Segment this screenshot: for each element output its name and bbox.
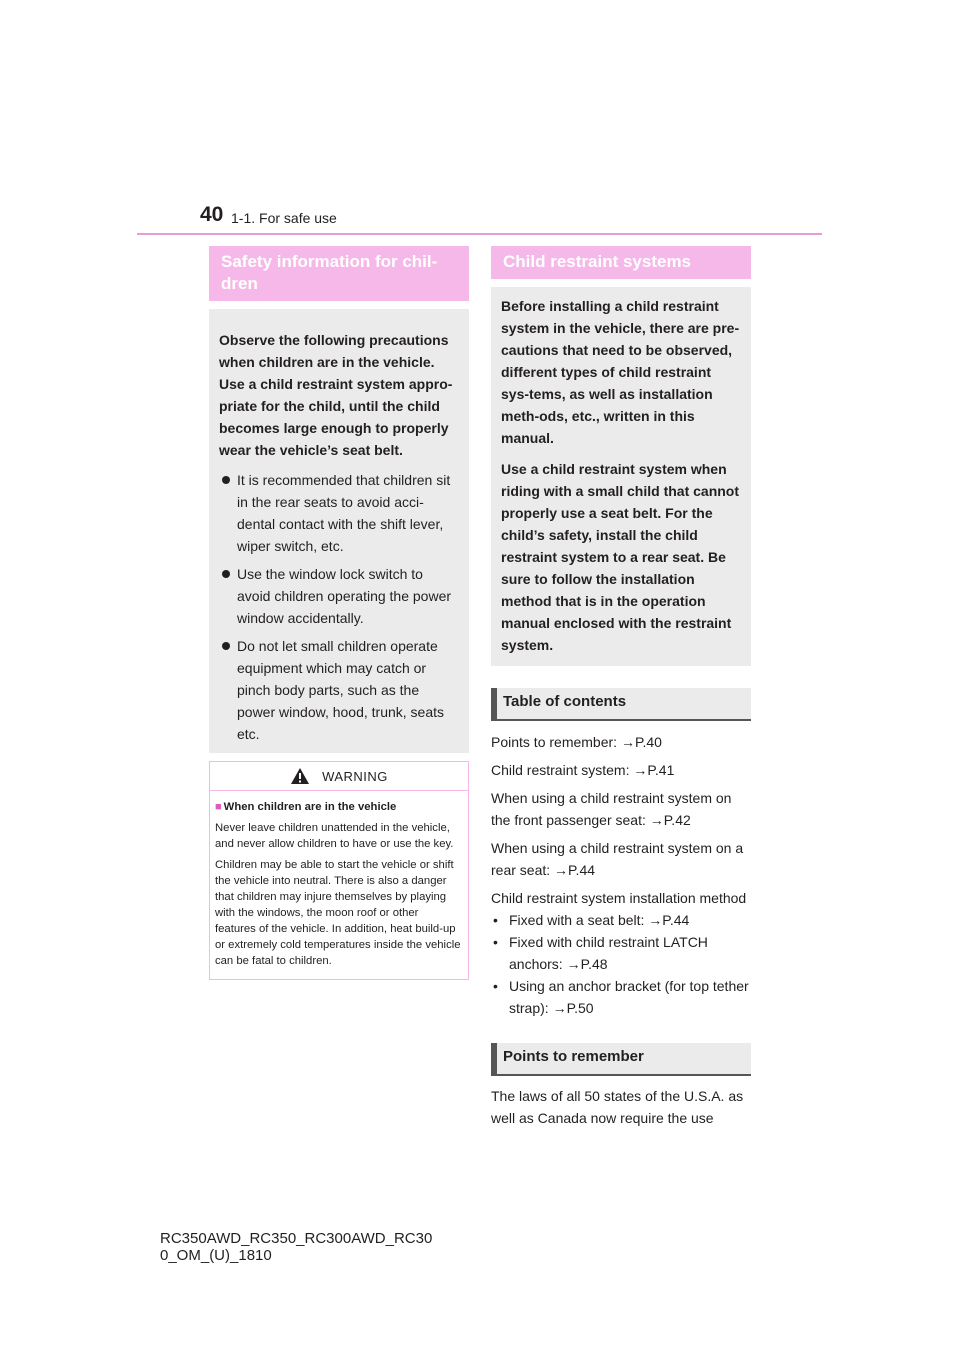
warning-header	[210, 762, 468, 791]
toc-item-installation-method: Child restraint system installation method	[491, 890, 747, 906]
toc-item-points-to-remember[interactable]: Points to remember: →P.40	[491, 734, 662, 750]
section-label: 1-1. For safe use	[231, 210, 337, 226]
warning-body	[210, 791, 468, 979]
toc-item-front-passenger-seat[interactable]: When using a child restraint system on the front passenger seat: →P.42	[491, 790, 732, 828]
child-restraint-heading: Child restraint systems	[491, 246, 751, 279]
bullet-dot-icon	[222, 570, 230, 578]
left-column	[209, 246, 469, 980]
safety-info-heading: Safety information for chil- dren	[209, 246, 469, 301]
warning-title: ■ When children are in the vehicle	[215, 801, 397, 813]
warning-paragraph: Never leave children unattended in the vehicle, and never allow children to have or use the key.	[215, 822, 454, 850]
toc-item-rear-seat[interactable]: When using a child restraint system on a rear seat: →P.44	[491, 840, 744, 878]
square-marker-icon: ■	[215, 801, 222, 813]
toc-heading: Table of contents	[491, 688, 751, 721]
safety-info-box	[209, 309, 469, 753]
table-of-contents	[491, 731, 751, 1019]
bullet-item: It is recommended that children sit in the rear seats to avoid acci-dental contact with the shift lever, wiper switch, etc.	[219, 469, 459, 557]
footer-line-2: 0_OM_(U)_1810	[160, 1247, 272, 1264]
header-divider	[137, 233, 822, 235]
right-column	[491, 246, 751, 1129]
warning-label: WARNING	[322, 768, 388, 784]
warning-triangle-icon	[290, 767, 310, 785]
toc-item-child-restraint-system[interactable]: Child restraint system: →P.41	[491, 762, 675, 778]
toc-subitem-seat-belt[interactable]: • Fixed with a seat belt: →P.44	[493, 912, 690, 928]
warning-paragraph: Children may be able to start the vehicle or shift the vehicle into neutral. There is also a danger that children may injure themselves by playing with the windows, the moon roof or other features of the vehicle. In addition, heat build-up or extremely cold temperatures inside the vehicle can be fatal to children.	[215, 859, 461, 967]
footer-line-1: RC350AWD_RC350_RC300AWD_RC30	[160, 1230, 433, 1247]
bullet-dot-icon	[222, 642, 230, 650]
child-restraint-intro-1: Before installing a child restraint system in the vehicle, there are pre-cautions that need to be observed, different types of child restraint sys-tems, as well as installation meth-ods, etc., written in this manual.	[501, 298, 740, 446]
toc-subitem-anchor-bracket[interactable]: • Using an anchor bracket (for top tether strap): →P.50	[493, 978, 749, 1016]
bullet-item: Use the window lock switch to avoid children operating the power window accidentally.	[219, 563, 459, 629]
bullet-item: Do not let small children operate equipment which may catch or pinch body parts, such as the power window, hood, trunk, seats etc.	[219, 635, 459, 745]
points-to-remember-text: The laws of all 50 states of the U.S.A. as well as Canada now require the use	[491, 1088, 744, 1126]
child-restraint-intro-2: Use a child restraint system when riding with a small child that cannot properly use a seat belt. For the child’s safety, install the child restraint system to a rear seat. Be sure to follow the installation method that is in the operation manual enclosed with the restraint system.	[501, 461, 740, 653]
page-number: 40	[200, 203, 224, 226]
bullet-dot-icon	[222, 476, 230, 484]
warning-box	[209, 761, 469, 980]
document-footer	[160, 1230, 432, 1264]
safety-intro-text: Observe the following precautions when children are in the vehicle. Use a child restraint system appro-priate for the child, until the child becomes large enough to properly wear the vehicle’s seat belt.	[219, 332, 453, 458]
points-to-remember-heading: Points to remember	[491, 1043, 751, 1076]
toc-subitem-latch-anchors[interactable]: • Fixed with child restraint LATCH anchors: →P.48	[493, 934, 708, 972]
child-restraint-box	[491, 287, 751, 666]
